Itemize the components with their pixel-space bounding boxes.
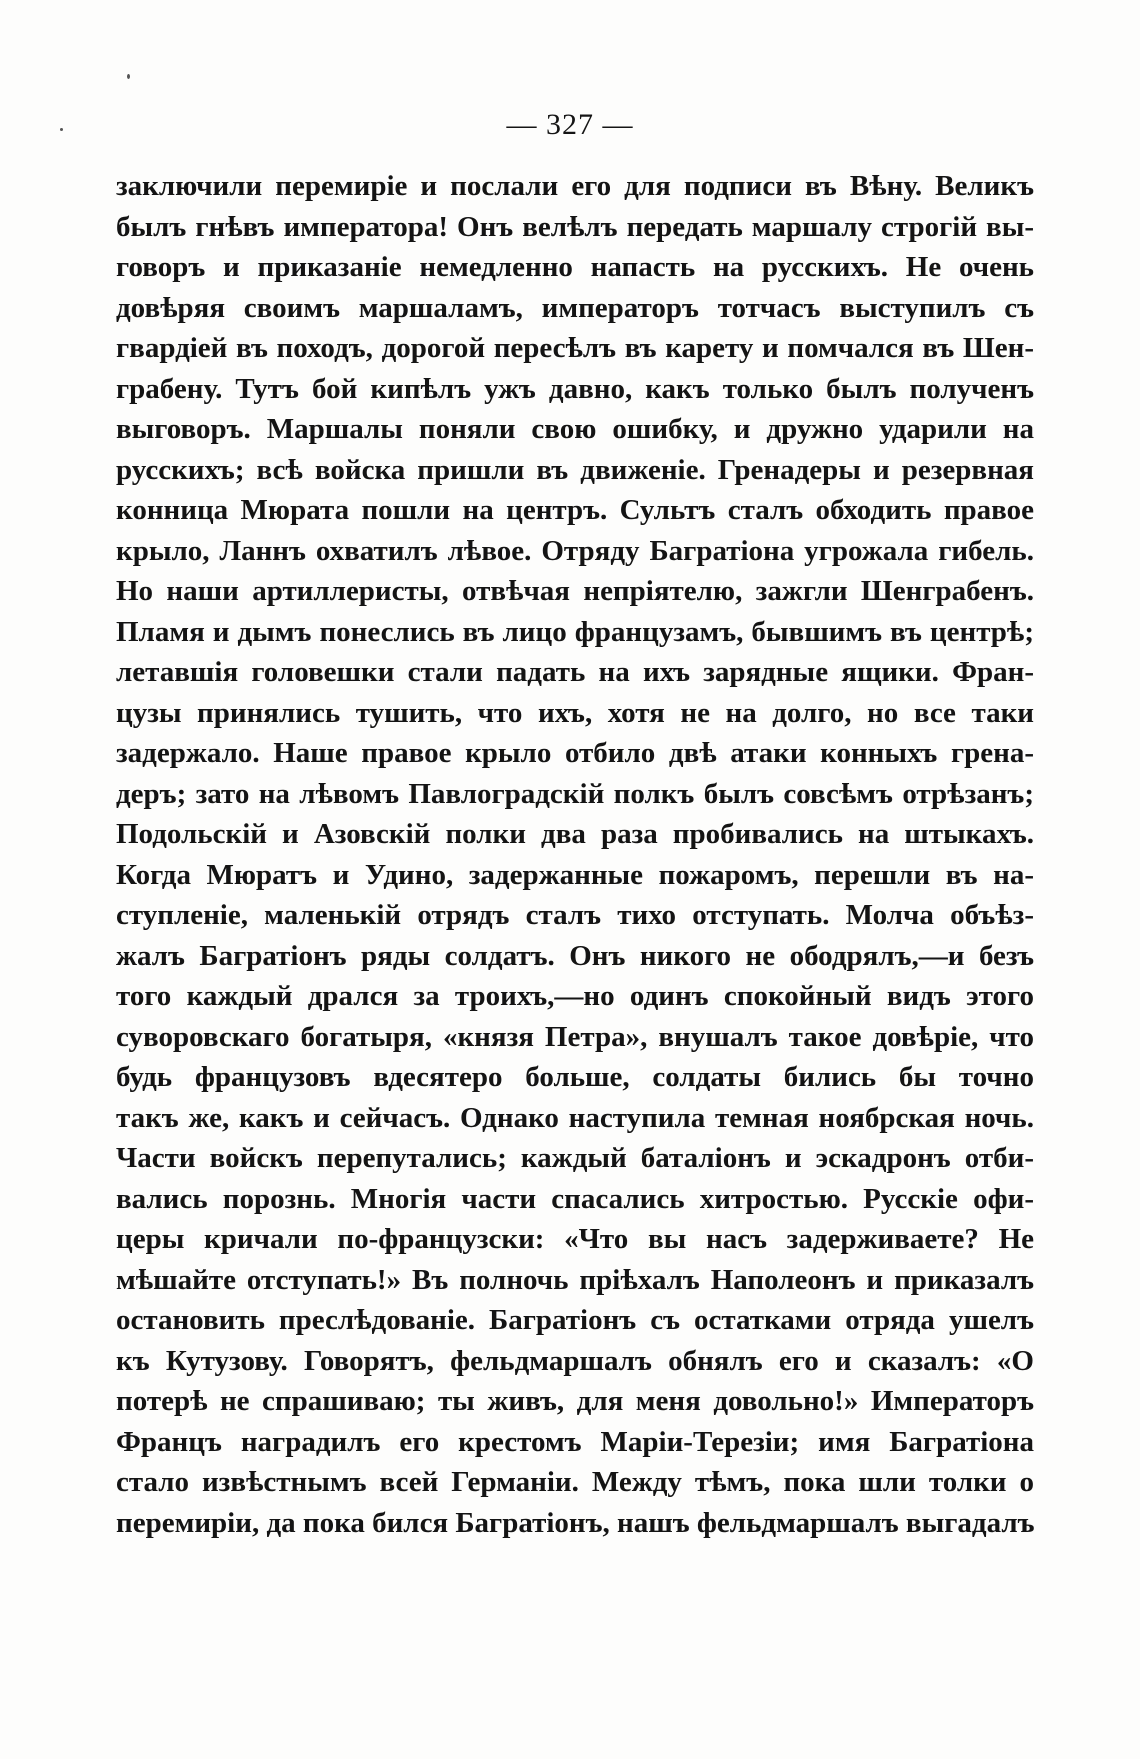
- text-line: выговоръ. Маршалы поняли свою ошибку, и дружно ударили на: [116, 413, 1034, 445]
- text-line: ступленіе, маленькій отрядъ сталъ тихо отступать. Молча объѣз-: [116, 899, 1034, 931]
- text-line: гвардіей въ походъ, дорогой пересѣлъ въ карету и помчался въ Шен-: [116, 332, 1034, 364]
- text-line: крыло, Ланнъ охватилъ лѣвое. Отряду Багратіона угрожала гибель.: [116, 534, 1034, 567]
- text-line: цузы принялись тушить, что ихъ, хотя не на долго, но все таки: [116, 696, 1034, 729]
- text-line: вались порознь. Многія части спасались хитростью. Русскіе офи-: [116, 1182, 1034, 1215]
- text-line: Части войскъ перепутались; каждый баталіонъ и эскадронъ отби-: [116, 1142, 1034, 1174]
- print-speck: [127, 74, 130, 79]
- text-line: деръ; зато на лѣвомъ Павлоградскій полкъ былъ совсѣмъ отрѣзанъ;: [116, 777, 1034, 810]
- text-line: перемиріи, да пока бился Багратіонъ, нашъ фельдмаршалъ выгадалъ: [116, 1506, 1034, 1539]
- text-line: церы кричали по-французски: «Что вы насъ задерживаете? Не: [116, 1223, 1034, 1255]
- text-line: задержало. Наше правое крыло отбило двѣ атаки конныхъ грена-: [116, 737, 1034, 769]
- text-line: Францъ наградилъ его крестомъ Маріи-Терезіи; имя Багратіона: [116, 1425, 1034, 1458]
- text-line: Но наши артиллеристы, отвѣчая непріятелю, зажгли Шенграбенъ.: [116, 575, 1034, 607]
- text-line: говоръ и приказаніе немедленно напасть на русскихъ. Не очень: [116, 251, 1034, 283]
- text-line: стало извѣстнымъ всей Германіи. Между тѣмъ, пока шли толки о: [116, 1466, 1034, 1498]
- text-line: Когда Мюратъ и Удино, задержанные пожаромъ, перешли въ на-: [116, 858, 1034, 891]
- text-line: русскихъ; всѣ войска пришли въ движеніе. Гренадеры и резервная: [116, 453, 1034, 486]
- text-line: къ Кутузову. Говорятъ, фельдмаршалъ обнялъ его и сказалъ: «О: [116, 1344, 1034, 1377]
- text-line: летавшія головешки стали падать на ихъ зарядные ящики. Фран-: [116, 656, 1034, 688]
- text-line: того каждый дрался за троихъ,—но одинъ спокойный видъ этого: [116, 980, 1034, 1012]
- text-line: грабену. Тутъ бой кипѣлъ ужъ давно, какъ только былъ полученъ: [116, 372, 1034, 405]
- page-number: — 327 —: [506, 108, 634, 141]
- text-line: Подольскій и Азовскій полки два раза пробивались на штыкахъ.: [116, 818, 1034, 850]
- text-line: потерѣ не спрашиваю; ты живъ, для меня довольно!» Императоръ: [116, 1385, 1034, 1417]
- text-line: мѣшайте отступать!» Въ полночь пріѣхалъ Наполеонъ и приказалъ: [116, 1263, 1034, 1296]
- text-line: будь французовъ вдесятеро больше, солдаты бились бы точно: [116, 1061, 1034, 1093]
- text-line: заключили перемиріе и послали его для подписи въ Вѣну. Великъ: [116, 170, 1034, 202]
- text-line: былъ гнѣвъ императора! Онъ велѣлъ передать маршалу строгій вы-: [116, 210, 1034, 243]
- text-line: остановить преслѣдованіе. Багратіонъ съ остатками отряда ушелъ: [116, 1304, 1034, 1336]
- text-line: конница Мюрата пошли на центръ. Сультъ сталъ обходить правое: [116, 494, 1034, 526]
- text-line: суворовскаго богатыря, «князя Петра», внушалъ такое довѣріе, что: [116, 1020, 1034, 1053]
- text-line: Пламя и дымъ понеслись въ лицо французамъ, бывшимъ въ центрѣ;: [116, 615, 1034, 648]
- body-text: [116, 166, 1034, 1543]
- text-line: довѣряя своимъ маршаламъ, императоръ тотчасъ выступилъ съ: [116, 291, 1034, 324]
- text-line: жалъ Багратіонъ ряды солдатъ. Онъ никого не ободрялъ,—и безъ: [116, 939, 1034, 972]
- text-line: такъ же, какъ и сейчасъ. Однако наступила темная ноябрская ночь.: [116, 1101, 1034, 1134]
